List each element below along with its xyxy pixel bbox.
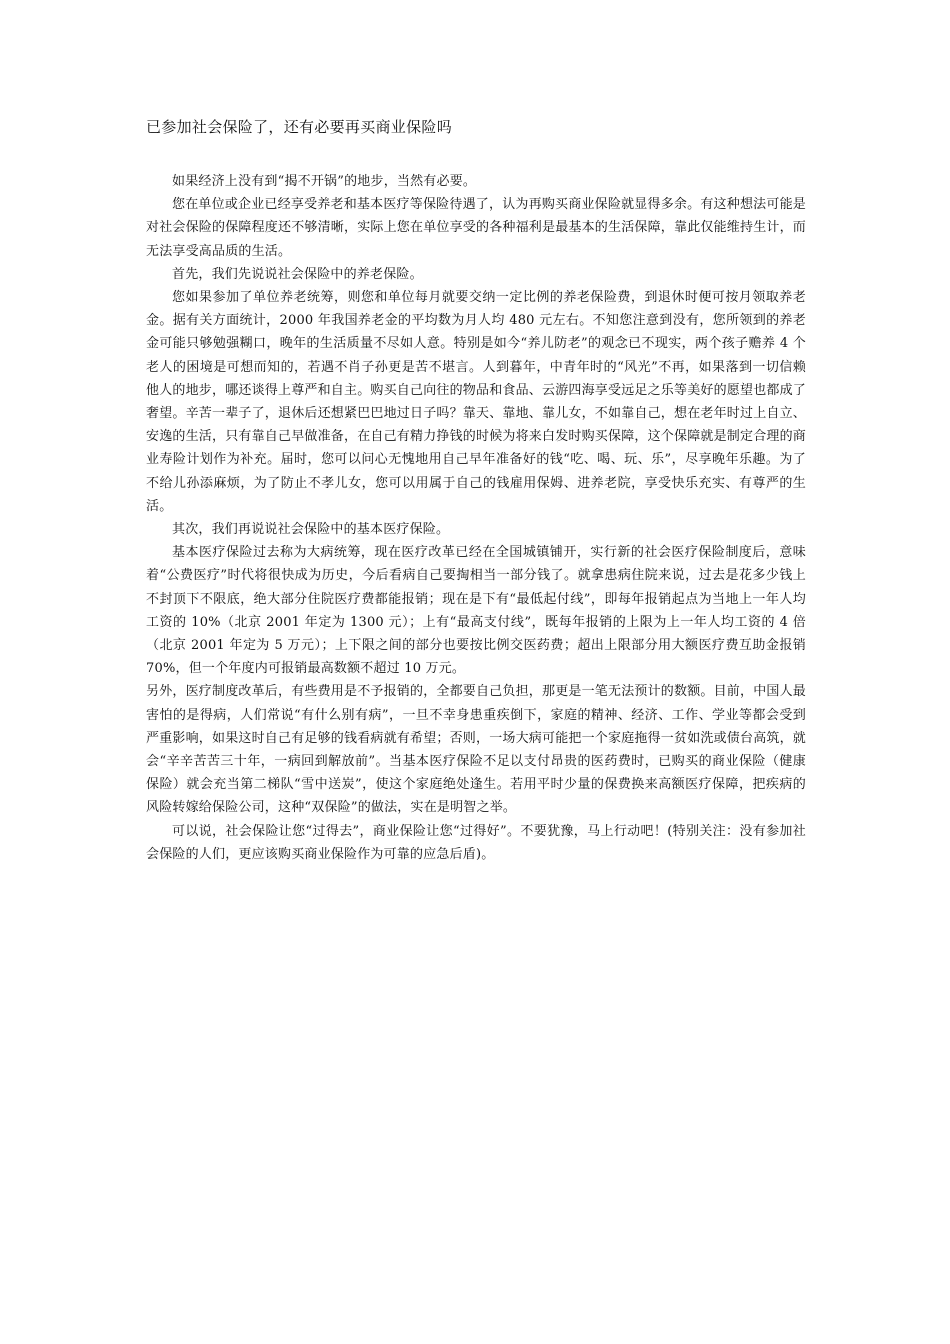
document-body: [146, 170, 806, 866]
paragraph-conclusion: 可以说，社会保险让您“过得去”，商业保险让您“过得好”。不要犹豫，马上行动吧！(特别关注：没有参加社会保险的人们，更应该购买商业保险作为可靠的应急后盾)。: [146, 823, 806, 862]
paragraph-pension-heading: 首先，我们先说说社会保险中的养老保险。: [172, 266, 423, 282]
paragraph-medical-heading: 其次，我们再说说社会保险中的基本医疗保险。: [172, 522, 450, 538]
document-title: 已参加社会保险了，还有必要再买商业保险吗: [146, 118, 453, 136]
paragraph-social-insurance-view: 您在单位或企业已经享受养老和基本医疗等保险待遇了，认为再购买商业保险就显得多余。有这种想法可能是对社会保险的保障程度还不够清晰，实际上您在单位享受的各种福利是最基本的生活保障，靠此仅能维持生计，而无法享受高品质的生活。: [146, 197, 807, 259]
paragraph-medical-additional: 另外，医疗制度改革后，有些费用是不予报销的，全都要自己负担，那更是一笔无法预计的数额。目前，中国人最害怕的是得病，人们常说“有什么别有病”，一旦不幸身患重疾倒下，家庭的精神、经济、工作、学业等都会受到严重影响，如果这时自己有足够的钱看病就有希望；否则，一场大病可能把一个家庭拖得一贫如洗或债台高筑，就会“辛辛苦苦三十年，一病回到解放前”。当基本医疗保险不足以支付昂贵的医药费时，已购买的商业保险（健康保险）就会充当第二梯队“雪中送炭”，使这个家庭绝处逢生。若用平时少量的保费换来高额医疗保障，把疾病的风险转嫁给保险公司，这种“双保险”的做法，实在是明智之举。: [146, 684, 807, 816]
paragraph-pension-detail: 您如果参加了单位养老统筹，则您和单位每月就要交纳一定比例的养老保险费，到退休时便可按月领取养老金。据有关方面统计，2000 年我国养老金的平均数为月人均 480 元左右。不知您注意到没有，您所领到的养老金可能只够勉强糊口，晚年的生活质量不尽如人意。特别是如今“养儿防老”的观念已不现实，两个孩子赡养 4 个老人的困境是可想而知的，若遇不肖子孙更是苦不堪言。人到暮年，中青年时的“风光”不再，如果落到一切信赖他人的地步，哪还谈得上尊严和自主。购买自己向往的物品和食品、云游四海享受远足之乐等美好的愿望也都成了奢望。辛苦一辈子了，退休后还想紧巴巴地过日子吗？靠天、靠地、靠儿女，不如靠自己，想在老年时过上自立、安逸的生活，只有靠自己早做准备，在自己有精力挣钱的时候为将来白发时购买保障，这个保障就是制定合理的商业寿险计划作为补充。届时，您可以问心无愧地用自己早年准备好的钱“吃、喝、玩、乐”，尽享晚年乐趣。为了不给儿孙添麻烦，为了防止不孝儿女，您可以用属于自己的钱雇用保姆、进养老院，享受快乐充实、有尊严的生活。: [146, 290, 807, 514]
paragraph-intro: 如果经济上没有到“揭不开锅”的地步，当然有必要。: [172, 174, 477, 189]
paragraph-medical-detail: 基本医疗保险过去称为大病统筹，现在医疗改革已经在全国城镇铺开，实行新的社会医疗保险制度后，意味着“公费医疗”时代将很快成为历史，今后看病自己要掏相当一部分钱了。就拿患病住院来说，过去是花多少钱上不封顶下不限底，绝大部分住院医疗费都能报销；现在是下有“最低起付线”，即每年报销起点为当地上一年人均工资的 10%（北京 2001 年定为 1300 元）；上有“最高支付线”，既每年报销的上限为上一年人均工资的 4 倍（北京 2001 年定为 5 万元）；上下限之间的部分也要按比例交医药费；超出上限部分用大额医疗费互助金报销 70%，但一个年度内可报销最高数额不超过 10 万元。: [146, 545, 806, 677]
